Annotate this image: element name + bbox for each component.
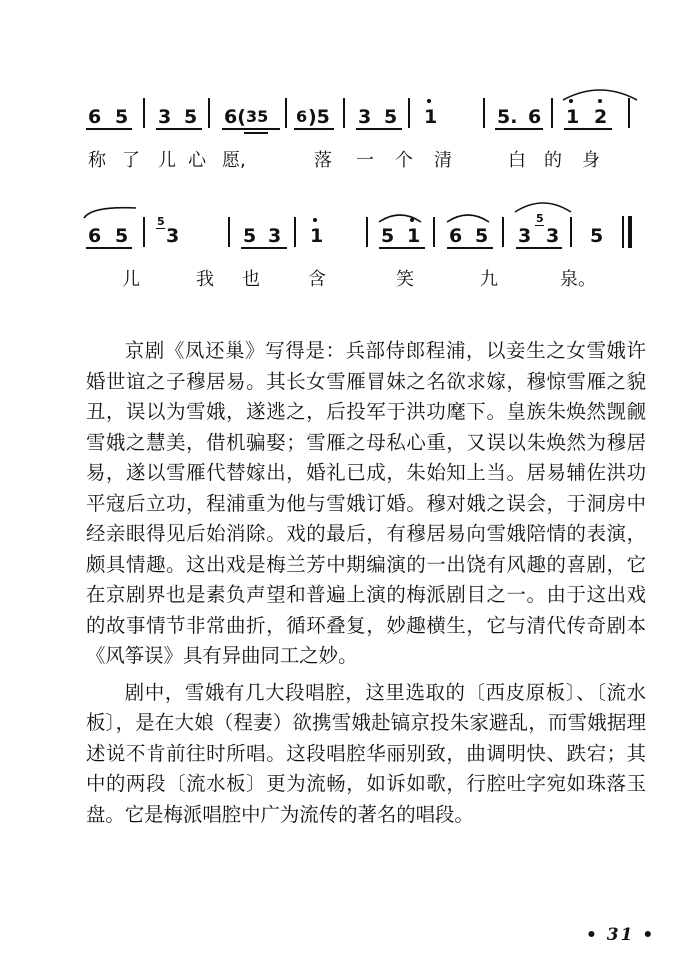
note: 5 [243, 225, 257, 247]
paragraph: 京剧《凤还巢》写得是：兵部侍郎程浦，以妾生之女雪娥许婚世谊之子穆居易。其长女雪雁冒妹之名欲求嫁，穆惊雪雁之貌丑，误以为雪娥，遂逃之，后投军于洪功麾下。皇族朱焕然觊觎雪娥之慧美，借机骗娶；雪雁之母私心重，又误以朱焕然为穆居易，遂以雪雁代替嫁出，婚礼已成，朱始知上当。居易辅佐洪功平寇后立功，程浦重为他与雪娥订婚。穆对娥之误会，于洞房中经亲眼得见后始消除。戏的最后，有穆居易向雪娥陪情的表演，颇具情趣。这出戏是梅兰芳中期编演的一出饶有风趣的喜剧，它在京剧界也是素负声望和普遍上演的梅派剧目之一。由于这出戏的故事情节非常曲折，循环叠复，妙趣横生，它与清代传奇剧本《风筝误》具有异曲同工之妙。 [86, 339, 646, 667]
beam [156, 128, 202, 130]
note: 6 [88, 106, 102, 128]
note: 3 [158, 106, 172, 128]
bar-line [285, 98, 287, 128]
lyric: 儿 [122, 269, 140, 290]
bar-line [628, 98, 630, 128]
note: 6 [449, 225, 463, 247]
lyric: 清 [434, 150, 452, 171]
bar-line [433, 217, 435, 247]
bar-line [208, 98, 210, 128]
bar-line [502, 217, 504, 247]
bar-line [551, 98, 553, 128]
page-number: • 31 • [586, 925, 656, 945]
beam [222, 128, 280, 130]
note: 5 [115, 106, 129, 128]
lyric: 泉。 [560, 269, 596, 290]
beam [241, 247, 287, 249]
slur [376, 210, 424, 224]
bar-line [570, 217, 572, 247]
paragraph: 剧中，雪娥有几大段唱腔，这里选取的〔西皮原板〕、〔流水板〕，是在大娘（程妻）欲携雪娥赴镐京投朱家避乱，而雪娥据理述说不肯前往时所唱。这段唱腔华丽别致，曲调明快、跌宕；其中的两段〔流水板〕更为流畅，如诉如歌，行腔吐字宛如珠落玉盘。它是梅派唱腔中广为流传的著名的唱段。 [86, 680, 646, 826]
note: 5. [497, 106, 518, 128]
note: 5 [115, 225, 129, 247]
beam [447, 247, 493, 249]
beam [356, 128, 402, 130]
lyric: 九 [480, 269, 498, 290]
note: 5 [384, 106, 398, 128]
slur [560, 82, 640, 102]
lyric: 笑 [396, 269, 414, 290]
final-bar-line-thick [628, 216, 632, 248]
note: 1 [566, 106, 580, 128]
note: 35 [246, 107, 269, 126]
high-octave-dot [313, 218, 317, 222]
note: 6 [296, 107, 308, 126]
lyric: 儿 [158, 150, 176, 171]
note: 3 [166, 225, 180, 247]
lyric: 了 [122, 150, 140, 171]
note: 3 [518, 225, 532, 247]
bar-line [294, 217, 296, 247]
lyric: 心 [188, 150, 206, 171]
beam [495, 128, 543, 130]
note: 5 [475, 225, 489, 247]
note: 5 [381, 225, 395, 247]
note: 1 [424, 106, 438, 128]
lyric: 我 [196, 269, 214, 290]
lyric: 含 [308, 269, 326, 290]
note: 6 [88, 225, 102, 247]
bar-line [143, 98, 145, 128]
beam [86, 247, 132, 249]
bar-line [366, 217, 368, 247]
beam [379, 247, 425, 249]
note: )5 [308, 106, 330, 128]
note: 5 [184, 106, 198, 128]
note: 6( [224, 106, 246, 128]
lyric: 一 [356, 150, 374, 171]
note: 1 [310, 225, 324, 247]
score-line-2 [0, 180, 690, 300]
grace-beam [156, 228, 165, 229]
note: 3 [358, 106, 372, 128]
high-octave-dot [410, 218, 414, 222]
beam [294, 128, 334, 130]
note: 3 [268, 225, 282, 247]
note: 1 [407, 225, 421, 247]
beam [516, 247, 562, 249]
note: 3 [546, 225, 560, 247]
lyric: 也 [242, 269, 260, 290]
note: 2 [594, 106, 608, 128]
bar-line [343, 98, 345, 128]
bar-line [483, 98, 485, 128]
bar-line [228, 217, 230, 247]
grace-note: 5 [536, 212, 544, 225]
grace-beam [535, 225, 544, 226]
bar-line [408, 98, 410, 128]
beam [244, 132, 268, 134]
slur [82, 204, 138, 220]
slur [444, 210, 492, 224]
note: 6 [528, 106, 542, 128]
lyric: 身 [582, 150, 600, 171]
beam [86, 128, 132, 130]
lyric: 个 [395, 150, 413, 171]
lyric: 白 [508, 150, 526, 171]
grace-note: 5 [157, 215, 165, 228]
score-line-1 [0, 0, 690, 180]
beam [564, 128, 612, 130]
lyric: 愿, [222, 150, 246, 171]
lyric: 称 [88, 150, 106, 171]
body-text [86, 336, 646, 830]
bar-line [143, 217, 145, 247]
high-octave-dot [427, 99, 431, 103]
lyric: 落 [314, 150, 332, 171]
note: 5 [590, 225, 604, 247]
lyric: 的 [544, 150, 562, 171]
final-bar-line-thin [622, 216, 624, 248]
